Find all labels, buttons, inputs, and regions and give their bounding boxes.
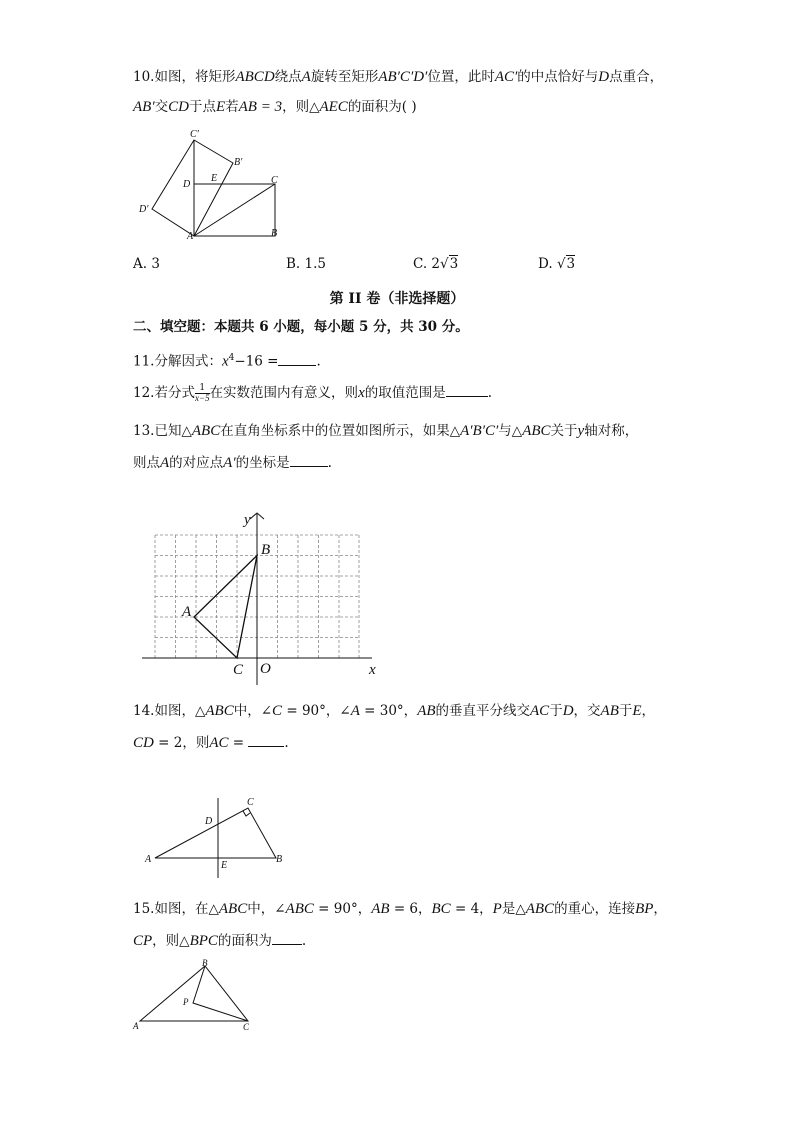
q15-tri: ABC — [525, 901, 555, 917]
q14-figure — [140, 790, 300, 880]
q15-text: 的面积为 — [217, 933, 272, 949]
q13-tri2: A′B′C′ — [460, 423, 499, 439]
q15-figure — [130, 955, 260, 1035]
q13-line-2 — [133, 452, 332, 472]
q10-triangle: AEC — [319, 99, 348, 115]
q10-text: 交 — [154, 99, 169, 115]
q15-bpc: BPC — [189, 933, 218, 949]
q15-centroid-lines — [193, 966, 248, 1021]
q15-text: = 6， — [389, 901, 432, 917]
q14-text: 中，∠ — [233, 703, 273, 719]
q11 — [133, 349, 321, 371]
q10-seg-cd: CD — [168, 99, 189, 115]
q10-text: ，则△ — [282, 99, 320, 115]
q14-line-2 — [133, 732, 289, 752]
q10-rect1: ABCD — [235, 69, 275, 85]
q15-line-2 — [133, 930, 306, 950]
q11-text: 分解因式： — [154, 353, 222, 370]
q10-line-2 — [133, 98, 417, 116]
q14-label-a: A — [145, 854, 152, 865]
q15-bp: BP — [635, 901, 654, 917]
q15-bc: BC — [431, 901, 451, 917]
q13-text: 轴对称， — [584, 423, 639, 439]
q10-text: 如图，将矩形 — [154, 69, 236, 85]
q10-segment-ac — [194, 184, 275, 236]
q15-text: 是△ — [501, 901, 526, 917]
q14-ab: AB — [417, 703, 436, 719]
q15-end: . — [301, 933, 307, 949]
q14-text: ，交 — [573, 703, 601, 719]
q13-text: 的对应点 — [169, 455, 224, 471]
q10-option-d-radicand: 3 — [566, 256, 576, 272]
q13-label-y: y — [244, 512, 251, 528]
section-title: 第 II 卷（非选择题） — [329, 291, 465, 307]
q15-ab: AB — [371, 901, 390, 917]
q10-option-a-text: A. 3 — [133, 256, 160, 272]
q10-label-d: D — [183, 179, 191, 190]
q14-c: C — [272, 703, 283, 719]
q10-option-c-radicand: 3 — [449, 256, 459, 272]
q14-text: 于 — [618, 703, 633, 719]
q15-number: 15. — [133, 901, 155, 917]
q15-text: ， — [653, 901, 667, 917]
q14-line-1 — [133, 702, 655, 720]
q15-text: = 4， — [450, 901, 493, 917]
q13-pt2: A′ — [223, 455, 236, 471]
q13-line-1 — [133, 422, 638, 440]
q10-label-d1: D′ — [139, 204, 149, 215]
q10-line-1 — [133, 68, 663, 86]
q14-label-c: C — [247, 797, 254, 808]
q10-text: 的面积为( ) — [347, 99, 417, 115]
q13-label-a: A — [182, 604, 192, 620]
q10-label-e: E — [211, 173, 218, 184]
q11-end: . — [316, 353, 321, 370]
q13-text: 与△ — [498, 423, 523, 439]
q14-a: A — [350, 703, 360, 719]
q12-text: 若分式 — [154, 385, 195, 401]
section-instructions: 二、填空题：本题共 6 小题，每小题 5 分，共 30 分。 — [133, 319, 469, 335]
q10-option-c — [413, 256, 458, 272]
sqrt-icon: √ — [440, 256, 449, 272]
q14-text: 于 — [549, 703, 563, 719]
q14-label-b: B — [276, 854, 283, 865]
q11-expr: −16 = — [234, 353, 279, 370]
q13-number: 13. — [133, 423, 155, 439]
q15-label-p: P — [183, 997, 189, 1007]
q12-frac-num: 1 — [195, 384, 210, 394]
q15-label-c: C — [243, 1022, 250, 1032]
q12-text: 的取值范围是 — [364, 385, 446, 401]
q15-text: = 90°， — [313, 901, 372, 917]
q14-cd: CD — [133, 735, 154, 751]
q10-option-d-text: D. — [538, 256, 557, 272]
q13-text: 关于 — [550, 423, 578, 439]
q10-option-b — [286, 256, 326, 272]
q10-label-b: B — [271, 228, 278, 239]
q14-ac: AC — [530, 703, 550, 719]
q14-ac: AC — [209, 735, 229, 751]
q14-text: 的垂直平分线交 — [435, 703, 531, 719]
q13-label-b: B — [261, 542, 271, 558]
q12-answer-blank[interactable] — [446, 382, 488, 397]
q14-label-d: D — [205, 816, 213, 827]
q12-number: 12. — [133, 385, 155, 401]
q13-figure — [140, 510, 385, 690]
q10-seg-ac: AC′ — [494, 69, 518, 85]
q10-label-c: C — [271, 175, 278, 186]
q14-text: = — [228, 735, 249, 751]
q10-number: 10. — [133, 69, 155, 85]
q15-text: 的重心，连接 — [554, 901, 636, 917]
q10-text: 若 — [225, 99, 239, 115]
q13-text: 已知△ — [154, 423, 192, 439]
q14-answer-blank[interactable] — [248, 732, 284, 747]
q15-text: ，则△ — [152, 933, 190, 949]
q14-e: E — [632, 703, 642, 719]
q10-pt-e: E — [215, 99, 226, 115]
q13-text: 在直角坐标系中的位置如图所示，如果△ — [220, 423, 461, 439]
q14-end: . — [284, 735, 289, 751]
q15-label-b: B — [202, 958, 208, 968]
q13-tri: ABC — [191, 423, 221, 439]
q10-pt-d: D — [598, 69, 610, 85]
q13-label-o: O — [260, 661, 271, 677]
q15-text: 如图，在△ — [154, 901, 219, 917]
q13-triangle — [194, 556, 257, 659]
q10-text: 于点 — [188, 99, 216, 115]
q15-label-a: A — [133, 1021, 139, 1031]
q10-option-a — [133, 256, 160, 272]
q11-number: 11. — [133, 353, 155, 370]
q14-text: ， — [641, 703, 656, 719]
q14-triangle — [155, 808, 276, 858]
q11-answer-blank[interactable] — [278, 351, 316, 366]
q13-axis: y — [577, 423, 585, 439]
q14-text: = 30°， — [359, 703, 418, 719]
q10-text: 的中点恰好与 — [517, 69, 599, 85]
q15-tri: ABC — [218, 901, 248, 917]
q12-text: 在实数范围内有意义，则 — [209, 385, 359, 401]
q10-option-d — [538, 256, 575, 272]
q13-label-x: x — [369, 662, 376, 678]
q14-label-e: E — [221, 860, 228, 871]
q14-right-angle-mark — [243, 811, 250, 816]
q10-text: 旋转至矩形 — [310, 69, 379, 85]
q11-exponent: 4 — [228, 353, 235, 363]
q15-p: P — [492, 901, 502, 917]
q10-figure — [130, 125, 290, 245]
q15-line-1 — [133, 900, 667, 918]
q14-ab: AB — [600, 703, 619, 719]
q13-end: . — [327, 455, 332, 471]
q13-label-c: C — [233, 662, 244, 678]
q15-triangle — [140, 966, 248, 1021]
q10-rect-rotated — [152, 140, 233, 236]
q12-end: . — [487, 385, 493, 401]
q13-text: 的坐标是 — [235, 455, 290, 471]
q13-pt: A — [160, 455, 170, 471]
q10-text: 点重合， — [609, 69, 664, 85]
q15-answer-blank[interactable] — [272, 930, 302, 945]
q10-pt-a: A — [301, 69, 311, 85]
q10-text: 位置，此时 — [427, 69, 495, 85]
q12 — [133, 382, 492, 403]
q14-tri: ABC — [205, 703, 234, 719]
q12-var: x — [358, 385, 365, 401]
q10-condition: AB = 3 — [238, 99, 283, 115]
q13-text: 则点 — [133, 455, 160, 471]
q13-answer-blank[interactable] — [290, 452, 328, 467]
q10-seg-ab: AB′ — [133, 99, 155, 115]
q11-var: x — [221, 353, 229, 370]
q12-fraction — [195, 384, 210, 403]
q10-text: 绕点 — [274, 69, 302, 85]
q14-number: 14. — [133, 703, 155, 719]
q15-cp: CP — [133, 933, 153, 949]
q15-abc: ABC — [285, 901, 314, 917]
q10-option-b-text: B. 1.5 — [286, 256, 326, 272]
q13-tri: ABC — [522, 423, 551, 439]
q14-text: = 2，则 — [153, 735, 210, 751]
sqrt-icon: √ — [556, 256, 566, 272]
q10-label-c1: C′ — [190, 129, 199, 140]
q14-text: = 90°，∠ — [282, 703, 351, 719]
q10-label-a: A — [187, 231, 194, 242]
q12-frac-den: x−5 — [194, 393, 210, 403]
q15-text: 中，∠ — [247, 901, 286, 917]
q10-label-b1: B′ — [234, 157, 243, 168]
q14-d: D — [562, 703, 574, 719]
q14-text: 如图，△ — [154, 703, 206, 719]
q10-rect2: AB′C′D′ — [378, 69, 428, 85]
q10-option-c-text: C. 2 — [413, 256, 441, 272]
